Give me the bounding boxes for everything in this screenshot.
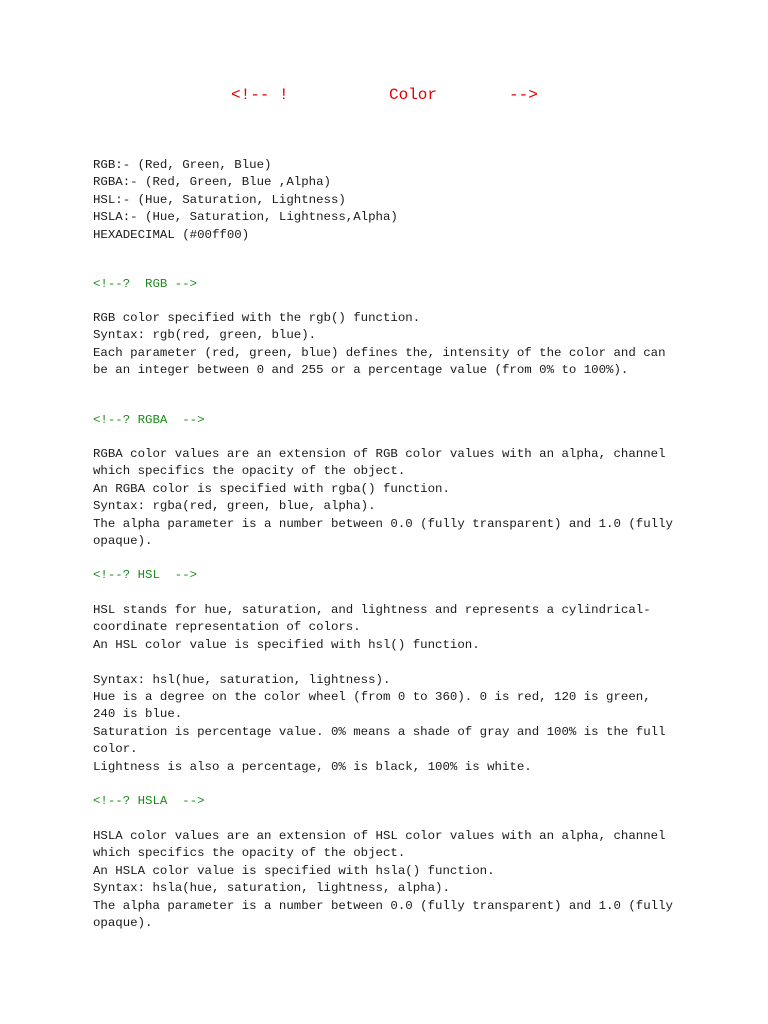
body-line: opaque). (93, 915, 153, 930)
body-line: color. (93, 742, 138, 757)
body-line: An HSLA color value is specified with hsla() function. (93, 863, 495, 878)
title-comment-close: --> (509, 86, 538, 104)
section-body-rgb (93, 310, 693, 380)
section-body-hsl (93, 602, 693, 776)
body-line: HSL stands for hue, saturation, and lightness and represents a cylindrical- (93, 603, 651, 617)
section-heading-hsl: <!--? HSL --> (93, 568, 198, 582)
section-heading-rgb: <!--? RGB --> (93, 277, 198, 291)
body-line: Saturation is percentage value. 0% means a shade of gray and 100% is the full (93, 724, 666, 739)
body-line: HSLA color values are an extension of HSL color values with an alpha, channel (93, 829, 666, 843)
section-heading-rgba: <!--? RGBA --> (93, 413, 205, 427)
body-line: Syntax: hsl(hue, saturation, lightness). (93, 672, 391, 687)
body-line (93, 654, 693, 671)
body-line: Syntax: hsla(hue, saturation, lightness, alpha). (93, 881, 450, 896)
section-body-hsla (93, 828, 693, 932)
title-comment-open: <!-- ! (231, 86, 289, 104)
section-heading-hsla: <!--? HSLA --> (93, 794, 205, 808)
body-line: be an integer between 0 and 255 or a percentage value (from 0% to 100%). (93, 363, 629, 378)
section-body-rgba (93, 446, 693, 550)
body-line: Hue is a degree on the color wheel (from 0 to 360). 0 is red, 120 is green, (93, 689, 651, 704)
body-line: 240 is blue. (93, 707, 183, 722)
body-line: Syntax: rgba(red, green, blue, alpha). (93, 499, 376, 514)
body-line: An HSL color value is specified with hsl() function. (93, 637, 480, 652)
body-line: RGB color specified with the rgb() function. (93, 311, 421, 325)
body-line: coordinate representation of colors. (93, 620, 361, 635)
body-line: Each parameter (red, green, blue) defines the, intensity of the color and can (93, 345, 666, 360)
body-line: Syntax: rgb(red, green, blue). (93, 328, 317, 343)
body-line: opaque). (93, 533, 153, 548)
body-line: which specifics the opacity of the object. (93, 464, 406, 479)
intro-line: HSL:- (Hue, Saturation, Lightness) (93, 192, 346, 207)
intro-list (93, 157, 693, 244)
document-title (0, 86, 768, 110)
intro-line: RGBA:- (Red, Green, Blue ,Alpha) (93, 175, 331, 190)
body-line: The alpha parameter is a number between 0.0 (fully transparent) and 1.0 (fully (93, 516, 673, 531)
body-line: RGBA color values are an extension of RGB color values with an alpha, channel (93, 447, 666, 461)
intro-line: RGB:- (Red, Green, Blue) (93, 158, 272, 172)
intro-line: HSLA:- (Hue, Saturation, Lightness,Alpha) (93, 210, 398, 225)
intro-line: HEXADECIMAL (#00ff00) (93, 227, 250, 242)
body-line: which specifics the opacity of the object. (93, 846, 406, 861)
body-line: The alpha parameter is a number between 0.0 (fully transparent) and 1.0 (fully (93, 898, 673, 913)
body-line: Lightness is also a percentage, 0% is black, 100% is white. (93, 759, 532, 774)
body-line: An RGBA color is specified with rgba() function. (93, 481, 450, 496)
title-word: Color (389, 86, 438, 104)
